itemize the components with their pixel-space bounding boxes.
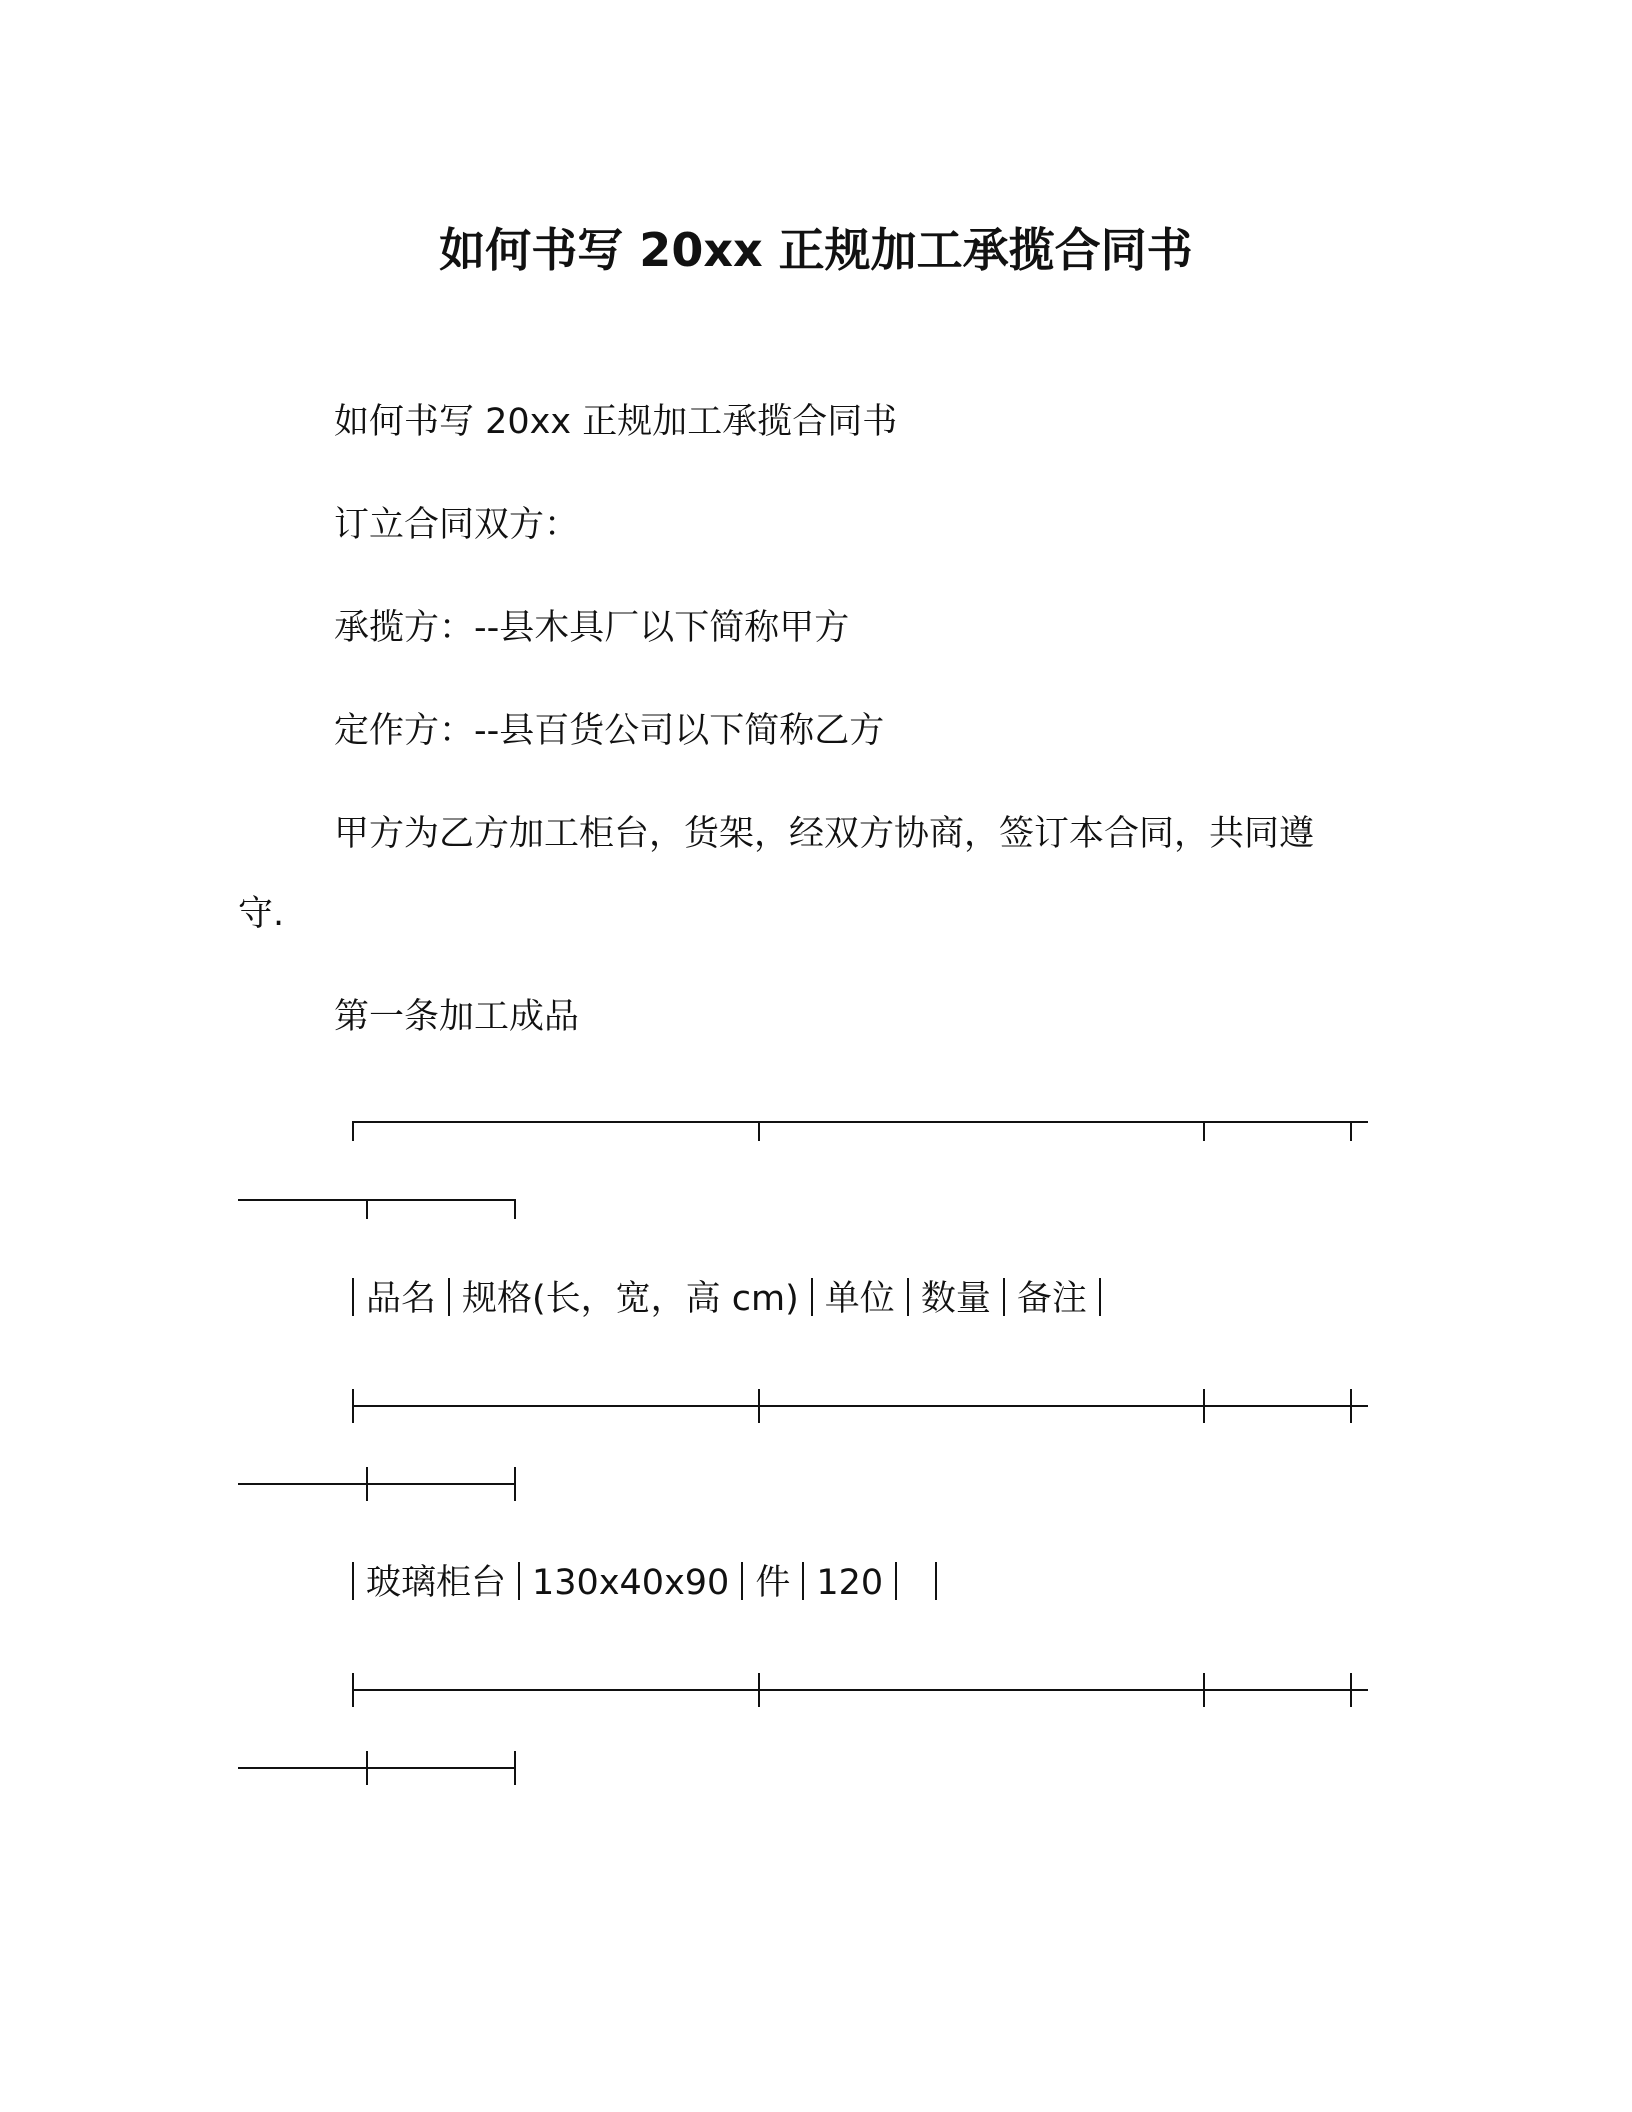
paragraph-heading-repeat: 如何书写 20xx 正规加工承揽合同书 [334, 402, 898, 442]
table-header-remark: 备注 [1016, 1279, 1087, 1319]
table-header-quantity: 数量 [920, 1279, 991, 1319]
table-cell-unit: 件 [755, 1563, 791, 1603]
table-header-unit: 单位 [824, 1279, 895, 1319]
paragraph-orderer: 定作方：--县百货公司以下简称乙方 [334, 711, 885, 751]
table-header-spec: 规格(长，宽，高 cm) [462, 1279, 799, 1319]
table-cell-name: 玻璃柜台 [366, 1563, 507, 1603]
paragraph-agreement: 甲方为乙方加工柜台，货架，经双方协商，签订本合同，共同遵 [334, 814, 1315, 854]
document-title: 如何书写 20xx 正规加工承揽合同书 [439, 223, 1193, 277]
table-row [334, 1561, 949, 1605]
table-cell-quantity: 120 [816, 1563, 884, 1603]
paragraph-article-one: 第一条加工成品 [334, 997, 580, 1037]
table-header-row [334, 1277, 1113, 1321]
table-cell-spec: 130x40x90 [532, 1563, 730, 1603]
paragraph-parties: 订立合同双方： [334, 505, 580, 545]
paragraph-agreement-continued: 守. [238, 894, 285, 934]
paragraph-contractor: 承揽方：--县木具厂以下简称甲方 [334, 608, 850, 648]
table-header-name: 品名 [366, 1279, 437, 1319]
